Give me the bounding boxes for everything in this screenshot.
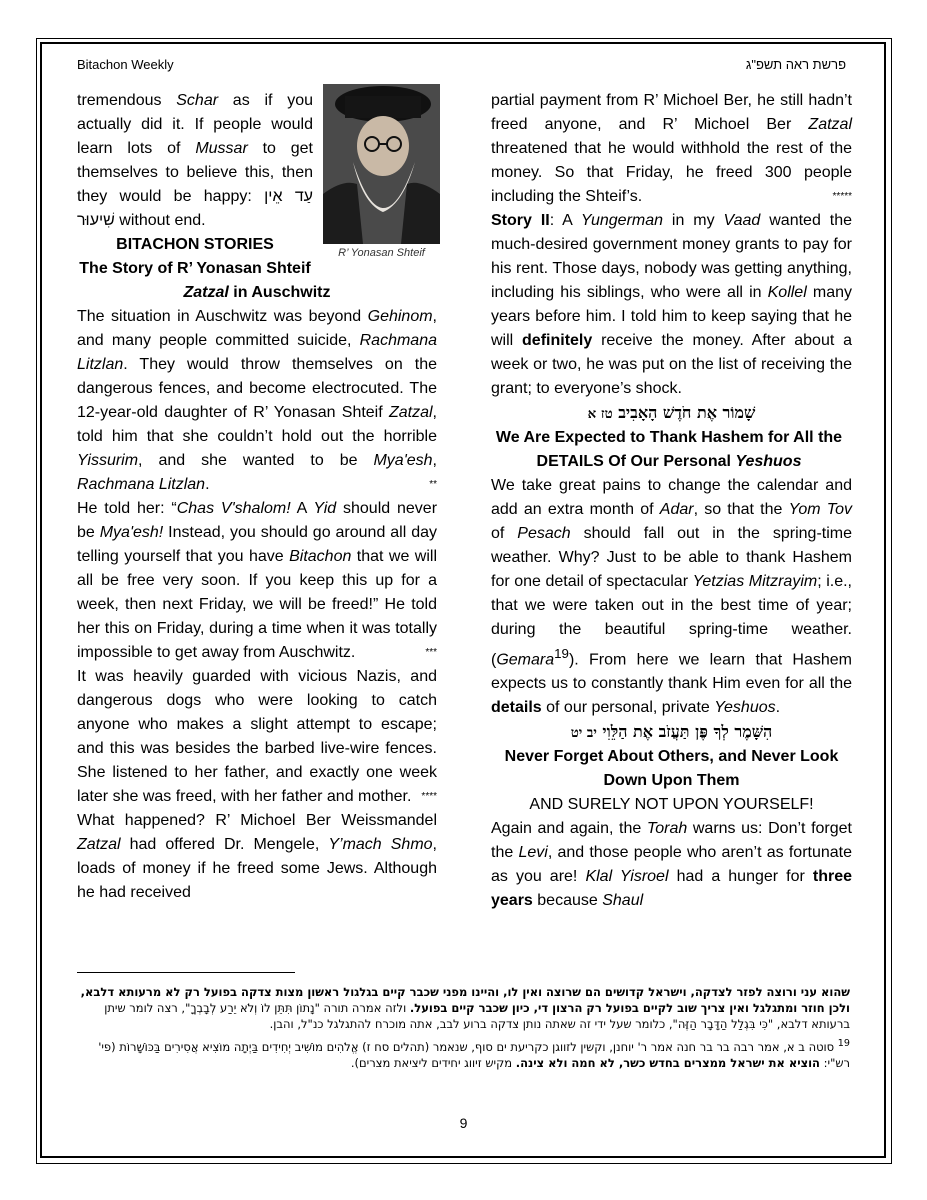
footnote-divider xyxy=(77,972,295,973)
parsha-title: פרשת ראה תשפ"ג xyxy=(745,57,846,72)
footnote: שהוא עני ורוצה לפזר לצדקה, וישראל קדושים הם שרוצה ואין לו, והיינו מפני שכבר קיים בגלגול ראשון מצות צדקה בפועל רק לא מרעותא דלבא, ולכן חוזר ומתגלגל ואין צריך שוב לקיים בפועל רק הרצון די, כיון שכבר קיים בפועל. ולזה אמרה תורה "נָתוֹן תִּתֵּן לוֹ וְלֹא יֵרַע לְבָבְךָ", רצה לומר שיתן ברעותא דלבא, "כִּי בִּגְלַל הַדָּבָר הַזֶּה", כלומר שעל ידי זה שאתה נותן צדקה ברוע לבב, אתה מוכרח להתגלגל כנ"ל, והבן. xyxy=(80,985,850,1031)
footnote: $^{19}$ סוטה ב א, אמר רבה בר בר חנה אמר ר' יוחנן, וקשין לזווגן כקריעת ים סוף, שנאמר (תהלים סח ז) אֱלֹהִים מוֹשִׁיב יְחִידִים בַּיְתָה מוֹצִיא אֲסִירִים בַּכּוֹשָׁרוֹת (פי' רש"י: הוציא את ישראל ממצרים בחדש כשר, לא חמה ולא צינה. מקיש זיווג יחידים ליציאת מצרים). xyxy=(98,1038,850,1070)
portrait-photo xyxy=(323,84,440,266)
right-hebrew-verse: שָׁמוֹר אֶת חֹדֶשׁ הָאָבִיב טז א xyxy=(587,403,756,422)
left-paragraph: tremendous Schar as if you actually did it. If people would learn lots of Mussar to get themselves to believe this, then they would be happy: עַד אֵין שִׁיעוּר without end. xyxy=(77,92,314,229)
newsletter-title: Bitachon Weekly xyxy=(77,57,174,72)
right-column xyxy=(491,89,852,913)
right-paragraph: Again and again, the Torah warns us: Don’t forget the Levi, and those people who aren’t as fortunate as you are! Klal Yisroel had a hunger for three years because Shaul xyxy=(491,820,853,910)
right-heading: Never Forget About Others, and Never Look Down Upon Them xyxy=(504,748,839,790)
right-subheading: AND SURELY NOT UPON YOURSELF! xyxy=(529,796,814,814)
left-paragraph: The situation in Auschwitz was beyond Gehinom, and many people committed suicide, Rachmana Litzlan. They would throw themselves on the dangerous fences, and become electrocuted. The 12-year-old daughter of R’ Yonasan Shteif Zatzal, told him that she couldn’t hold out the horrible Yissurim, and she wanted to be Mya'esh, Rachmana Litzlan. ** xyxy=(77,308,437,493)
right-paragraph: partial payment from R’ Michoel Ber, he still hadn’t freed anyone, and R’ Michoel Ber Zatzal threatened that he would withhold the rest of the money. So that Friday, he freed 300 people including the Shteif’s. ***** xyxy=(491,92,852,205)
left-heading: BITACHON STORIES xyxy=(116,236,274,253)
right-paragraph: Story II: A Yungerman in my Vaad wanted the much-desired government money grants to pay for his rent. Those days, nobody was getting anything, including his siblings, who were all in Kollel many years before him. I told him to keep saying that he will definitely receive the money. After about a week or two, he was put on the list of receiving the grant; to everyone’s shock. xyxy=(491,212,852,397)
left-paragraph: He told her: “Chas V'shalom! A Yid should never be Mya'esh! Instead, you should go around all day telling yourself that you have Bitachon that we will all be free very soon. If you keep this up for a week, then next Friday, we will be freed!” He told her this on Friday, during a time when it was totally impossible to get away from Auschwitz. *** xyxy=(77,500,438,661)
rabbi-portrait-image xyxy=(323,84,440,244)
right-heading: We Are Expected to Thank Hashem for All the DETAILS Of Our Personal Yeshuos xyxy=(495,429,843,470)
photo-caption: R’ Yonasan Shteif xyxy=(338,247,425,259)
footnotes xyxy=(77,984,850,1075)
left-heading: The Story of R’ Yonasan Shteif Zatzal in Auschwitz xyxy=(79,260,331,301)
page-number: 9 xyxy=(459,1115,468,1131)
left-paragraph: What happened? R’ Michoel Ber Weissmandel Zatzal had offered Dr. Mengele, Y’mach Shmo, loads of money if he freed some Jews. Although he had received xyxy=(77,812,437,901)
left-column xyxy=(77,89,437,905)
right-hebrew-verse: הִשָּׁמֶר לְךָ פֶּן תַּעֲזֹב אֶת הַלֵּוִי יב יט xyxy=(570,722,773,742)
right-paragraph: We take great pains to change the calendar and add an extra month of Adar, so that the Yom Tov of Pesach should fall out in the spring-time weather. Why? Just to be able to thank Hashem for one detail of spectacular Yetzias Mitzrayim; i.e., that we were taken out in the best time of year; during the beautiful spring-time weather. (Gemara$^{19}$). From here we learn that Hashem expects us to constantly thank Him even for all the details of our personal, private Yeshuos. xyxy=(491,477,853,717)
left-paragraph: It was heavily guarded with vicious Nazis, and dangerous dogs who were looking to catch anyone who makes a slight attempt to escape; and this was besides the barbed live-wire fences. She listened to her father, and exactly one week later she was freed, with her father and mother. **** xyxy=(77,668,437,805)
